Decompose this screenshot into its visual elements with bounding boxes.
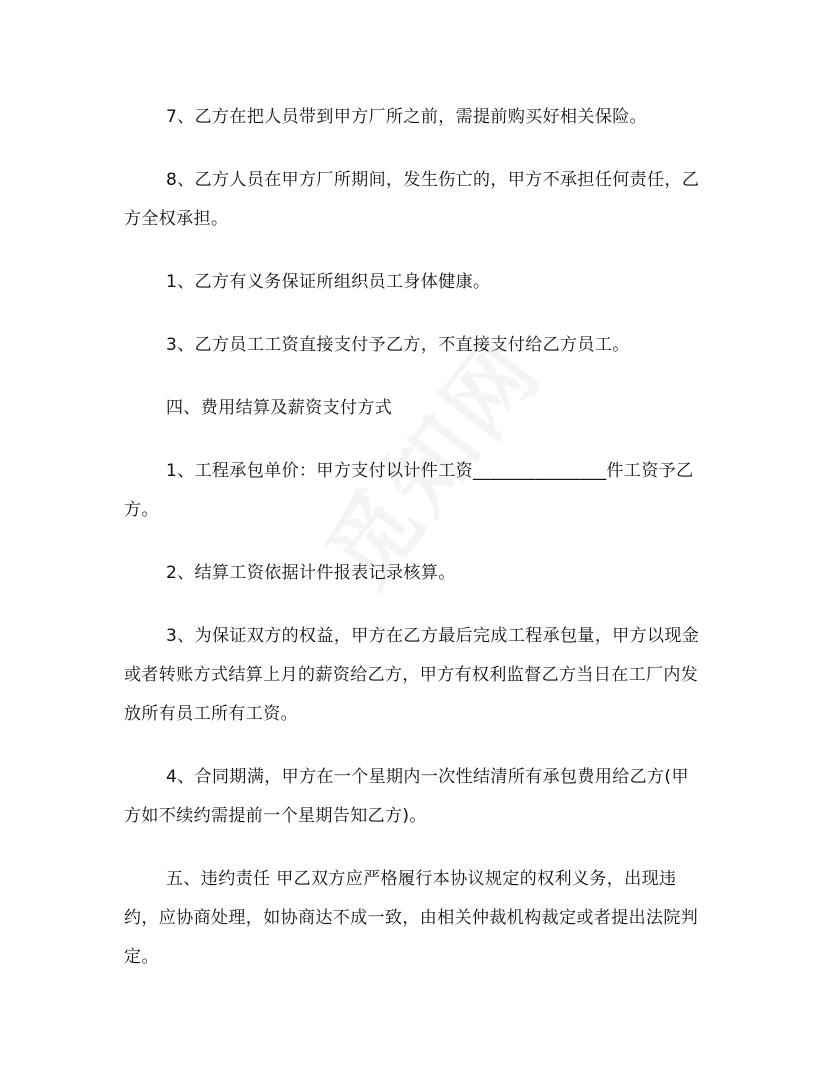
paragraph-settlement-method: 3、为保证双方的权益，甲方在乙方最后完成工程承包量，甲方以现金或者转账方式结算上月的薪资给乙方，甲方有权利监督乙方当日在工厂内发放所有员工所有工资。	[124, 626, 700, 724]
paragraph-clause-8: 8、乙方人员在甲方厂所期间，发生伤亡的，甲方不承担任何责任，乙方全权承担。	[124, 170, 700, 229]
paragraph-clause-1-health: 1、乙方有义务保证所组织员工身体健康。	[166, 272, 491, 292]
paragraph-clause-7: 7、乙方在把人员带到甲方厂所之前，需提前购买好相关保险。	[166, 107, 648, 127]
paragraph-contract-expiry: 4、合同期满，甲方在一个星期内一次性结清所有承包费用给乙方(甲方如不续约需提前一个星期告知乙方)。	[124, 767, 689, 826]
section-heading-fees: 四、费用结算及薪资支付方式	[166, 398, 393, 418]
paragraph-unit-price: 1、工程承包单价：甲方支付以计件工资_______________件工资予乙方。	[124, 461, 694, 520]
paragraph-breach-liability: 五、违约责任 甲乙双方应严格履行本协议规定的权利义务，出现违约，应协商处理，如协商达不成一致，由相关仲裁机构裁定或者提出法院判定。	[124, 869, 699, 967]
paragraph-settlement-basis: 2、结算工资依据计件报表记录核算。	[166, 563, 456, 583]
document-body	[124, 98, 706, 1001]
paragraph-clause-3-wages: 3、乙方员工工资直接支付予乙方，不直接支付给乙方员工。	[166, 335, 630, 355]
